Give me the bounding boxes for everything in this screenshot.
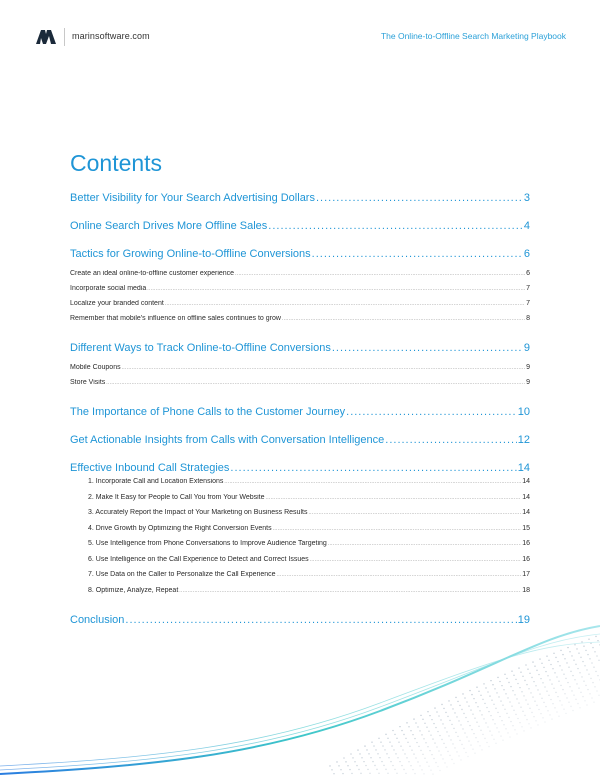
toc-entry-label: 7. Use Data on the Caller to Personalize the Call Experience — [88, 571, 276, 578]
toc-entry[interactable] — [70, 525, 530, 541]
toc-entry-label: Localize your branded content — [70, 300, 164, 307]
toc-page-number: 14 — [522, 509, 530, 516]
toc-entry[interactable] — [70, 587, 530, 603]
toc-entry-label: 1. Incorporate Call and Location Extensions — [88, 478, 224, 485]
page-header — [36, 26, 566, 50]
toc-entry-label: 6. Use Intelligence on the Call Experience to Detect and Correct Issues — [88, 555, 309, 563]
toc-page-number: 3 — [523, 192, 530, 204]
toc-entry[interactable] — [70, 342, 530, 358]
toc-entry-label: Tactics for Growing Online-to-Offline Conversions — [70, 248, 311, 260]
toc-page-number: 4 — [523, 220, 530, 232]
toc-entry-label: Conclusion — [70, 614, 125, 626]
toc-page-number: 7 — [526, 285, 530, 292]
toc-entry[interactable] — [70, 494, 530, 510]
toc-entry[interactable] — [70, 379, 530, 394]
toc-entry[interactable] — [70, 315, 530, 330]
toc-leader-dots — [277, 572, 522, 578]
toc-entry[interactable] — [70, 300, 530, 315]
toc-page-number: 6 — [526, 270, 530, 277]
marin-logo-icon — [36, 30, 56, 44]
toc-entry-label: The Importance of Phone Calls to the Customer Journey — [70, 406, 346, 418]
toc-leader-dots — [312, 248, 523, 260]
toc-page-number: 18 — [522, 586, 530, 594]
toc-leader-dots — [224, 479, 521, 485]
toc-leader-dots — [346, 406, 517, 418]
toc-page-number: 16 — [522, 540, 530, 547]
toc-entry-label: Get Actionable Insights from Calls with Conversation Intelligence — [70, 434, 385, 446]
toc-leader-dots — [310, 557, 522, 563]
toc-entry-label: Online Search Drives More Offline Sales — [70, 220, 268, 232]
toc-leader-dots — [165, 301, 525, 307]
page-title: Contents — [70, 150, 163, 176]
toc-page-number: 19 — [517, 614, 530, 626]
toc-entry-label: Remember that mobile's influence on offline sales continues to grow — [70, 315, 281, 322]
header-divider — [64, 28, 65, 46]
toc-page-number: 12 — [517, 434, 530, 446]
toc-entry[interactable] — [70, 220, 530, 236]
toc-entry-label: Effective Inbound Call Strategies — [70, 462, 230, 474]
toc-page-number: 14 — [522, 493, 530, 501]
toc-page-number: 17 — [522, 571, 530, 578]
toc-leader-dots — [308, 510, 521, 516]
toc-entry[interactable] — [70, 248, 530, 264]
toc-page-number: 10 — [517, 406, 530, 418]
toc-leader-dots — [179, 588, 521, 594]
toc-entry-label: Different Ways to Track Online-to-Offline Conversions — [70, 342, 331, 354]
toc-page-number: 8 — [526, 315, 530, 322]
toc-page-number: 9 — [523, 342, 530, 354]
toc-page-number: 15 — [522, 524, 530, 532]
toc-page-number: 6 — [523, 248, 530, 260]
toc-entry-label: 3. Accurately Report the Impact of Your Marketing on Business Results — [88, 509, 308, 516]
toc-leader-dots — [328, 541, 521, 547]
toc-page-number: 16 — [522, 555, 530, 563]
toc-page-number: 14 — [522, 478, 530, 485]
toc-entry-label: Incorporate social media — [70, 285, 147, 292]
toc-entry[interactable] — [70, 406, 530, 422]
toc-page-number: 7 — [526, 300, 530, 307]
toc-entry[interactable] — [70, 285, 530, 300]
toc-entry[interactable] — [70, 509, 530, 525]
toc-entry-label: 4. Drive Growth by Optimizing the Right Conversion Events — [88, 524, 272, 532]
toc-page-number: 14 — [517, 462, 530, 474]
toc-entry[interactable] — [70, 270, 530, 285]
toc-leader-dots — [268, 220, 523, 232]
toc-entry[interactable] — [70, 192, 530, 208]
toc-leader-dots — [122, 365, 526, 371]
toc-entry-label: 5. Use Intelligence from Phone Conversations to Improve Audience Targeting — [88, 540, 327, 547]
document-title: The Online-to-Offline Search Marketing Playbook — [380, 31, 566, 41]
toc-entry[interactable] — [70, 540, 530, 556]
toc-entry-label: 2. Make It Easy for People to Call You from Your Website — [88, 493, 265, 501]
toc-entry[interactable] — [70, 364, 530, 379]
toc-leader-dots — [273, 526, 522, 532]
toc-entry[interactable] — [70, 571, 530, 587]
site-link[interactable]: marinsoftware.com — [72, 31, 150, 41]
toc-entry[interactable] — [70, 556, 530, 572]
toc-leader-dots — [385, 434, 516, 446]
toc-entry[interactable] — [70, 434, 530, 450]
toc-leader-dots — [106, 380, 525, 386]
toc-entry-label: Better Visibility for Your Search Advertising Dollars — [70, 192, 315, 204]
toc-page-number: 9 — [526, 379, 530, 386]
toc-entry-label: Store Visits — [70, 379, 106, 386]
wave-line — [0, 626, 600, 774]
toc-page-number: 9 — [526, 364, 530, 371]
toc-leader-dots — [235, 271, 525, 277]
toc-leader-dots — [147, 286, 525, 292]
toc-entry[interactable] — [70, 478, 530, 494]
toc-leader-dots — [230, 462, 516, 474]
wave-line — [0, 642, 600, 766]
toc-leader-dots — [332, 342, 523, 354]
toc-entry-label: 8. Optimize, Analyze, Repeat — [88, 586, 179, 594]
toc-leader-dots — [266, 495, 522, 501]
toc-leader-dots — [316, 192, 523, 204]
toc-entry[interactable] — [70, 462, 530, 478]
toc-entry-label: Mobile Coupons — [70, 364, 121, 371]
toc-leader-dots — [282, 316, 525, 322]
table-of-contents — [70, 188, 530, 630]
decorative-wave — [0, 616, 600, 776]
toc-entry-label: Create an ideal online-to-offline customer experience — [70, 270, 235, 277]
